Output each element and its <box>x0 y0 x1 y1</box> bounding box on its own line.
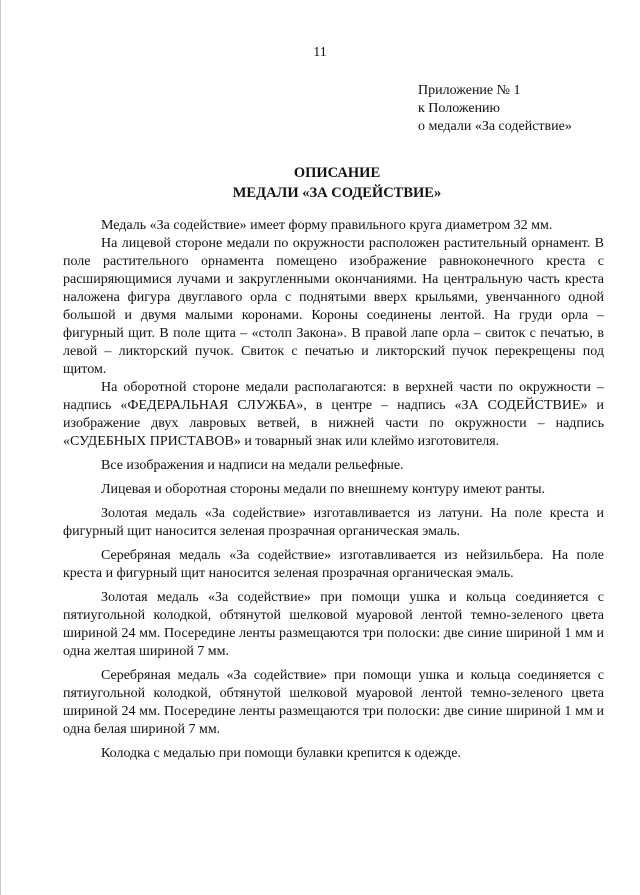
paragraph-silver-ribbon: Серебряная медаль «За содействие» при помощи ушка и кольца соединяется с пятиугольной колодкой, обтянутой шелковой муаровой лентой темно-зеленого цвета шириной 24 мм. Посередине ленты размещаются три полоски: две синие шириной 1 мм и одна белая шириной 7 мм. <box>63 668 604 737</box>
paragraph-relief: Все изображения и надписи на медали рельефные. <box>101 458 404 473</box>
paragraph-attachment: Колодка с медалью при помощи булавки крепится к одежде. <box>101 746 461 761</box>
appendix-line-3: о медали «За содействие» <box>418 119 572 134</box>
title-line-2: МЕДАЛИ «ЗА СОДЕЙСТВИЕ» <box>232 185 442 201</box>
paragraph-size: Медаль «За содействие» имеет форму правильного круга диаметром 32 мм. <box>101 218 553 233</box>
page-number: 11 <box>313 45 327 60</box>
appendix-line-1: Приложение № 1 <box>418 83 521 98</box>
paragraph-gold-ribbon: Золотая медаль «За содействие» при помощи ушка и кольца соединяется с пятиугольной колодкой, обтянутой шелковой муаровой лентой темно-зеленого цвета шириной 24 мм. Посередине ленты размещаются три полоски: две синие шириной 1 мм и одна желтая шириной 7 мм. <box>63 590 604 659</box>
paragraph-obverse: На лицевой стороне медали по окружности расположен растительный орнамент. В поле растительного орнамента помещено изображение равноконечного креста с расширяющимися лучами и закругленными окончаниями. На центральную часть креста наложена фигура двуглавого орла с поднятыми вверх крыльями, увенчанного одной большой и двумя малыми коронами. Короны соединены лентой. На груди орла – фигурный щит. В поле щита – «столп Закона». В правой лапе орла – свиток с печатью, в левой – ликторский пучок. Свиток с печатью и ликторский пучок перекрещены под щитом. <box>63 236 604 377</box>
document-title <box>0 163 640 203</box>
title-line-1: ОПИСАНИЕ <box>293 165 381 181</box>
appendix-note <box>418 82 572 136</box>
paragraph-gold-material: Золотая медаль «За содействие» изготавливается из латуни. На поле креста и фигурный щит наносится зеленая прозрачная органическая эмаль. <box>63 506 604 539</box>
paragraph-reverse: На оборотной стороне медали располагаются: в верхней части по окружности – надпись «ФЕДЕРАЛЬНАЯ СЛУЖБА», в центре – надпись «ЗА СОДЕЙСТВИЕ» и изображение двух лавровых ветвей, в нижней части по окружности – надпись «СУДЕБНЫХ ПРИСТАВОВ» и товарный знак или клеймо изготовителя. <box>63 380 604 449</box>
document-body <box>63 217 604 763</box>
appendix-line-2: к Положению <box>418 101 501 116</box>
paragraph-silver-material: Серебряная медаль «За содействие» изготавливается из нейзильбера. На поле креста и фигурный щит наносится зеленая прозрачная органическая эмаль. <box>63 548 604 581</box>
paragraph-rims: Лицевая и оборотная стороны медали по внешнему контуру имеют ранты. <box>101 482 546 497</box>
